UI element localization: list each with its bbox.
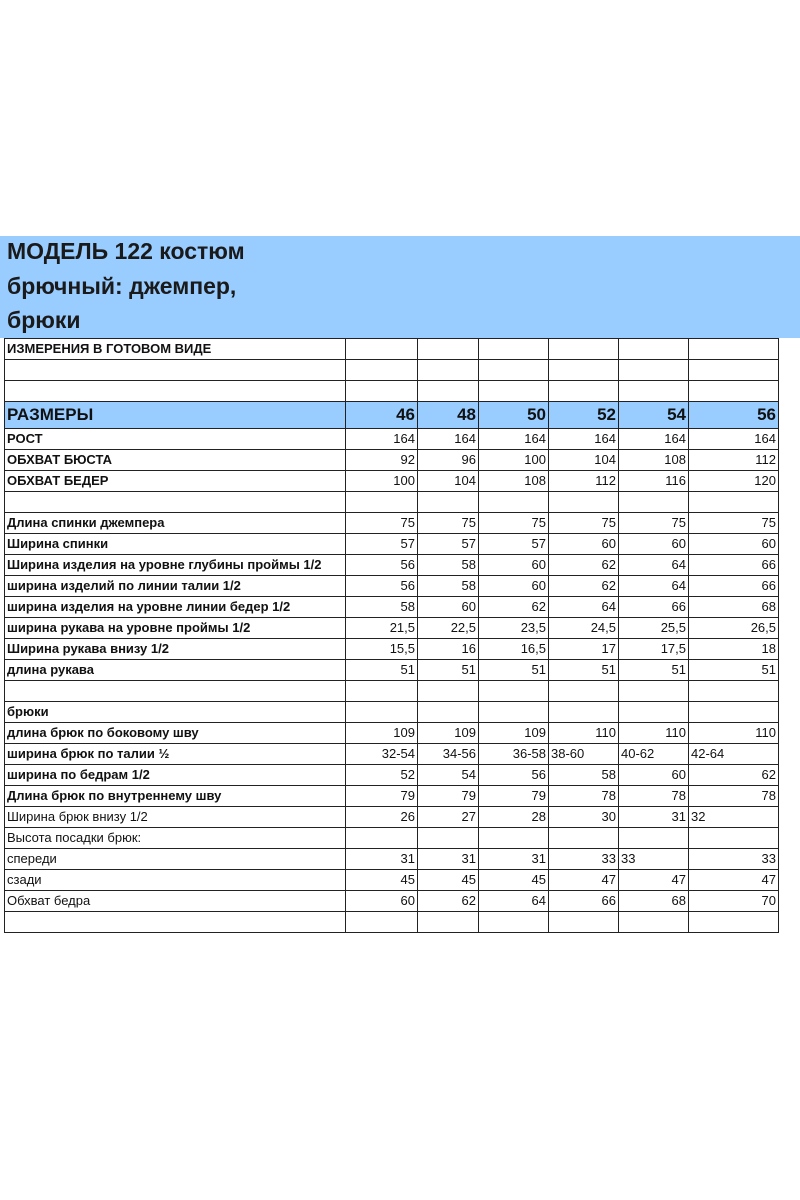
- value-cell: 96: [418, 450, 479, 471]
- value-cell: [479, 681, 549, 702]
- value-cell: 66: [689, 576, 779, 597]
- title-line-1: МОДЕЛЬ 122 костюм: [7, 238, 245, 264]
- value-cell: 31: [479, 849, 549, 870]
- value-cell: 75: [619, 513, 689, 534]
- value-cell: [479, 492, 549, 513]
- value-cell: [619, 912, 689, 933]
- value-cell: [549, 492, 619, 513]
- size-cell: 52: [549, 402, 619, 429]
- value-cell: 79: [418, 786, 479, 807]
- value-cell: 54: [418, 765, 479, 786]
- value-cell: 28: [479, 807, 549, 828]
- table-row-blank: [5, 681, 779, 702]
- value-cell: 58: [418, 555, 479, 576]
- row-label: РОСТ: [5, 429, 346, 450]
- value-cell: 51: [689, 660, 779, 681]
- table-row-back-width: [5, 534, 779, 555]
- value-cell: [619, 492, 689, 513]
- value-cell: 16: [418, 639, 479, 660]
- value-cell: 164: [549, 429, 619, 450]
- value-cell: 109: [346, 723, 418, 744]
- value-cell: 45: [418, 870, 479, 891]
- value-cell: 60: [619, 534, 689, 555]
- row-label: спереди: [5, 849, 346, 870]
- value-cell: 32-54: [346, 744, 418, 765]
- value-cell: [689, 828, 779, 849]
- value-cell: 92: [346, 450, 418, 471]
- value-cell: 21,5: [346, 618, 418, 639]
- value-cell: 112: [689, 450, 779, 471]
- table-row-side-len: [5, 723, 779, 744]
- value-cell: 164: [689, 429, 779, 450]
- value-cell: [549, 828, 619, 849]
- size-cell: 48: [418, 402, 479, 429]
- row-label: длина рукава: [5, 660, 346, 681]
- value-cell: 26: [346, 807, 418, 828]
- table-row: [5, 381, 779, 402]
- title-line-3: брюки: [7, 307, 81, 333]
- row-label: Длина брюк по внутреннему шву: [5, 786, 346, 807]
- table-row-sleeve-bottom: [5, 639, 779, 660]
- value-cell: 32: [689, 807, 779, 828]
- table-row-back: [5, 870, 779, 891]
- value-cell: 47: [689, 870, 779, 891]
- row-label: длина брюк по боковому шву: [5, 723, 346, 744]
- value-cell: [346, 681, 418, 702]
- table-row-back-len: [5, 513, 779, 534]
- table-row-front: [5, 849, 779, 870]
- value-cell: 57: [346, 534, 418, 555]
- value-cell: 109: [479, 723, 549, 744]
- value-cell: 26,5: [689, 618, 779, 639]
- value-cell: [549, 702, 619, 723]
- value-cell: 64: [479, 891, 549, 912]
- row-label: Ширина спинки: [5, 534, 346, 555]
- value-cell: 31: [619, 807, 689, 828]
- row-label: Высота посадки брюк:: [5, 828, 346, 849]
- table-row: [5, 339, 779, 360]
- value-cell: 30: [549, 807, 619, 828]
- value-cell: 58: [346, 597, 418, 618]
- row-label: [5, 681, 346, 702]
- row-label: ОБХВАТ БЕДЕР: [5, 471, 346, 492]
- value-cell: 24,5: [549, 618, 619, 639]
- value-cell: 51: [549, 660, 619, 681]
- value-cell: 66: [619, 597, 689, 618]
- sizes-label: РАЗМЕРЫ: [5, 402, 346, 429]
- value-cell: 45: [479, 870, 549, 891]
- value-cell: 60: [479, 555, 549, 576]
- row-label: Обхват бедра: [5, 891, 346, 912]
- value-cell: 15,5: [346, 639, 418, 660]
- size-cell: 46: [346, 402, 418, 429]
- value-cell: 164: [619, 429, 689, 450]
- value-cell: 108: [479, 471, 549, 492]
- row-label: Ширина изделия на уровне глубины проймы 1/2: [5, 555, 346, 576]
- value-cell: [689, 681, 779, 702]
- value-cell: 51: [479, 660, 549, 681]
- value-cell: 47: [619, 870, 689, 891]
- row-label: ширина изделия на уровне линии бедер 1/2: [5, 597, 346, 618]
- value-cell: [418, 681, 479, 702]
- table-row-waist-width: [5, 576, 779, 597]
- value-cell: [689, 912, 779, 933]
- value-cell: [689, 702, 779, 723]
- value-cell: [418, 702, 479, 723]
- value-cell: 25,5: [619, 618, 689, 639]
- value-cell: 56: [479, 765, 549, 786]
- value-cell: [619, 702, 689, 723]
- row-label: [5, 912, 346, 933]
- value-cell: [346, 912, 418, 933]
- value-cell: 62: [689, 765, 779, 786]
- value-cell: 27: [418, 807, 479, 828]
- value-cell: 64: [549, 597, 619, 618]
- value-cell: 60: [479, 576, 549, 597]
- value-cell: 164: [479, 429, 549, 450]
- value-cell: 60: [418, 597, 479, 618]
- value-cell: 116: [619, 471, 689, 492]
- value-cell: 79: [479, 786, 549, 807]
- value-cell: 62: [549, 555, 619, 576]
- row-label: ширина брюк по талии ½: [5, 744, 346, 765]
- value-cell: [346, 492, 418, 513]
- table-row-waist-trousers: [5, 744, 779, 765]
- value-cell: 51: [619, 660, 689, 681]
- value-cell: 110: [619, 723, 689, 744]
- value-cell: 70: [689, 891, 779, 912]
- table-row-sleeve-armhole: [5, 618, 779, 639]
- value-cell: 78: [689, 786, 779, 807]
- value-cell: 68: [689, 597, 779, 618]
- value-cell: 38-60: [549, 744, 619, 765]
- value-cell: 68: [619, 891, 689, 912]
- table-row-blank: [5, 912, 779, 933]
- value-cell: [346, 702, 418, 723]
- value-cell: 64: [619, 576, 689, 597]
- value-cell: [418, 912, 479, 933]
- value-cell: [479, 912, 549, 933]
- value-cell: 104: [549, 450, 619, 471]
- table-row-rise: [5, 828, 779, 849]
- value-cell: 60: [619, 765, 689, 786]
- sizes-header-row: [5, 402, 779, 429]
- value-cell: 40-62: [619, 744, 689, 765]
- value-cell: 60: [689, 534, 779, 555]
- value-cell: 16,5: [479, 639, 549, 660]
- row-label: ширина по бедрам 1/2: [5, 765, 346, 786]
- value-cell: [418, 828, 479, 849]
- value-cell: 110: [549, 723, 619, 744]
- value-cell: 109: [418, 723, 479, 744]
- value-cell: 45: [346, 870, 418, 891]
- table-row-thigh: [5, 891, 779, 912]
- row-label: Ширина брюк внизу 1/2: [5, 807, 346, 828]
- table-row-hip-width: [5, 597, 779, 618]
- row-label: Ширина рукава внизу 1/2: [5, 639, 346, 660]
- value-cell: 75: [418, 513, 479, 534]
- value-cell: [549, 912, 619, 933]
- value-cell: 31: [346, 849, 418, 870]
- table-row-sleeve-len: [5, 660, 779, 681]
- value-cell: [479, 702, 549, 723]
- value-cell: 22,5: [418, 618, 479, 639]
- value-cell: 62: [549, 576, 619, 597]
- value-cell: 62: [479, 597, 549, 618]
- value-cell: 52: [346, 765, 418, 786]
- value-cell: 62: [418, 891, 479, 912]
- value-cell: 31: [418, 849, 479, 870]
- subtitle-cell: ИЗМЕРЕНИЯ В ГОТОВОМ ВИДЕ: [5, 339, 346, 360]
- row-label: Длина спинки джемпера: [5, 513, 346, 534]
- value-cell: 112: [549, 471, 619, 492]
- value-cell: [479, 828, 549, 849]
- value-cell: [549, 681, 619, 702]
- value-cell: 18: [689, 639, 779, 660]
- value-cell: 66: [549, 891, 619, 912]
- table-row-hips-trousers: [5, 765, 779, 786]
- row-label: [5, 492, 346, 513]
- row-label: ширина изделий по линии талии 1/2: [5, 576, 346, 597]
- value-cell: 75: [689, 513, 779, 534]
- value-cell: 36-58: [479, 744, 549, 765]
- table-row-trousers: [5, 702, 779, 723]
- value-cell: [689, 492, 779, 513]
- value-cell: 33: [689, 849, 779, 870]
- table-row-bottom-width: [5, 807, 779, 828]
- table-row-blank: [5, 492, 779, 513]
- value-cell: 33: [619, 849, 689, 870]
- value-cell: 66: [689, 555, 779, 576]
- value-cell: 104: [418, 471, 479, 492]
- table-row-bust: [5, 450, 779, 471]
- value-cell: 108: [619, 450, 689, 471]
- value-cell: 100: [346, 471, 418, 492]
- row-label: ширина рукава на уровне проймы 1/2: [5, 618, 346, 639]
- value-cell: 60: [346, 891, 418, 912]
- value-cell: 47: [549, 870, 619, 891]
- value-cell: 75: [479, 513, 549, 534]
- value-cell: 56: [346, 576, 418, 597]
- value-cell: [619, 828, 689, 849]
- value-cell: [418, 492, 479, 513]
- table-row-rost: [5, 429, 779, 450]
- value-cell: 60: [549, 534, 619, 555]
- value-cell: 164: [346, 429, 418, 450]
- value-cell: 75: [549, 513, 619, 534]
- value-cell: 100: [479, 450, 549, 471]
- value-cell: 164: [418, 429, 479, 450]
- size-chart-table: [4, 338, 779, 933]
- value-cell: 57: [479, 534, 549, 555]
- value-cell: 110: [689, 723, 779, 744]
- table-row-armhole-width: [5, 555, 779, 576]
- value-cell: 79: [346, 786, 418, 807]
- value-cell: 78: [619, 786, 689, 807]
- value-cell: 120: [689, 471, 779, 492]
- value-cell: 58: [418, 576, 479, 597]
- size-cell: 54: [619, 402, 689, 429]
- table-row: [5, 360, 779, 381]
- row-label: ОБХВАТ БЮСТА: [5, 450, 346, 471]
- value-cell: 75: [346, 513, 418, 534]
- size-cell: 56: [689, 402, 779, 429]
- value-cell: 17: [549, 639, 619, 660]
- row-label: брюки: [5, 702, 346, 723]
- value-cell: 42-64: [689, 744, 779, 765]
- value-cell: 64: [619, 555, 689, 576]
- value-cell: [346, 828, 418, 849]
- table-row-hips: [5, 471, 779, 492]
- value-cell: 33: [549, 849, 619, 870]
- size-cell: 50: [479, 402, 549, 429]
- value-cell: 78: [549, 786, 619, 807]
- value-cell: 23,5: [479, 618, 549, 639]
- value-cell: 57: [418, 534, 479, 555]
- value-cell: 58: [549, 765, 619, 786]
- value-cell: 34-56: [418, 744, 479, 765]
- value-cell: 51: [418, 660, 479, 681]
- value-cell: 17,5: [619, 639, 689, 660]
- table-row-inseam: [5, 786, 779, 807]
- value-cell: [619, 681, 689, 702]
- row-label: сзади: [5, 870, 346, 891]
- value-cell: 56: [346, 555, 418, 576]
- value-cell: 51: [346, 660, 418, 681]
- title-line-2: брючный: джемпер,: [7, 273, 237, 299]
